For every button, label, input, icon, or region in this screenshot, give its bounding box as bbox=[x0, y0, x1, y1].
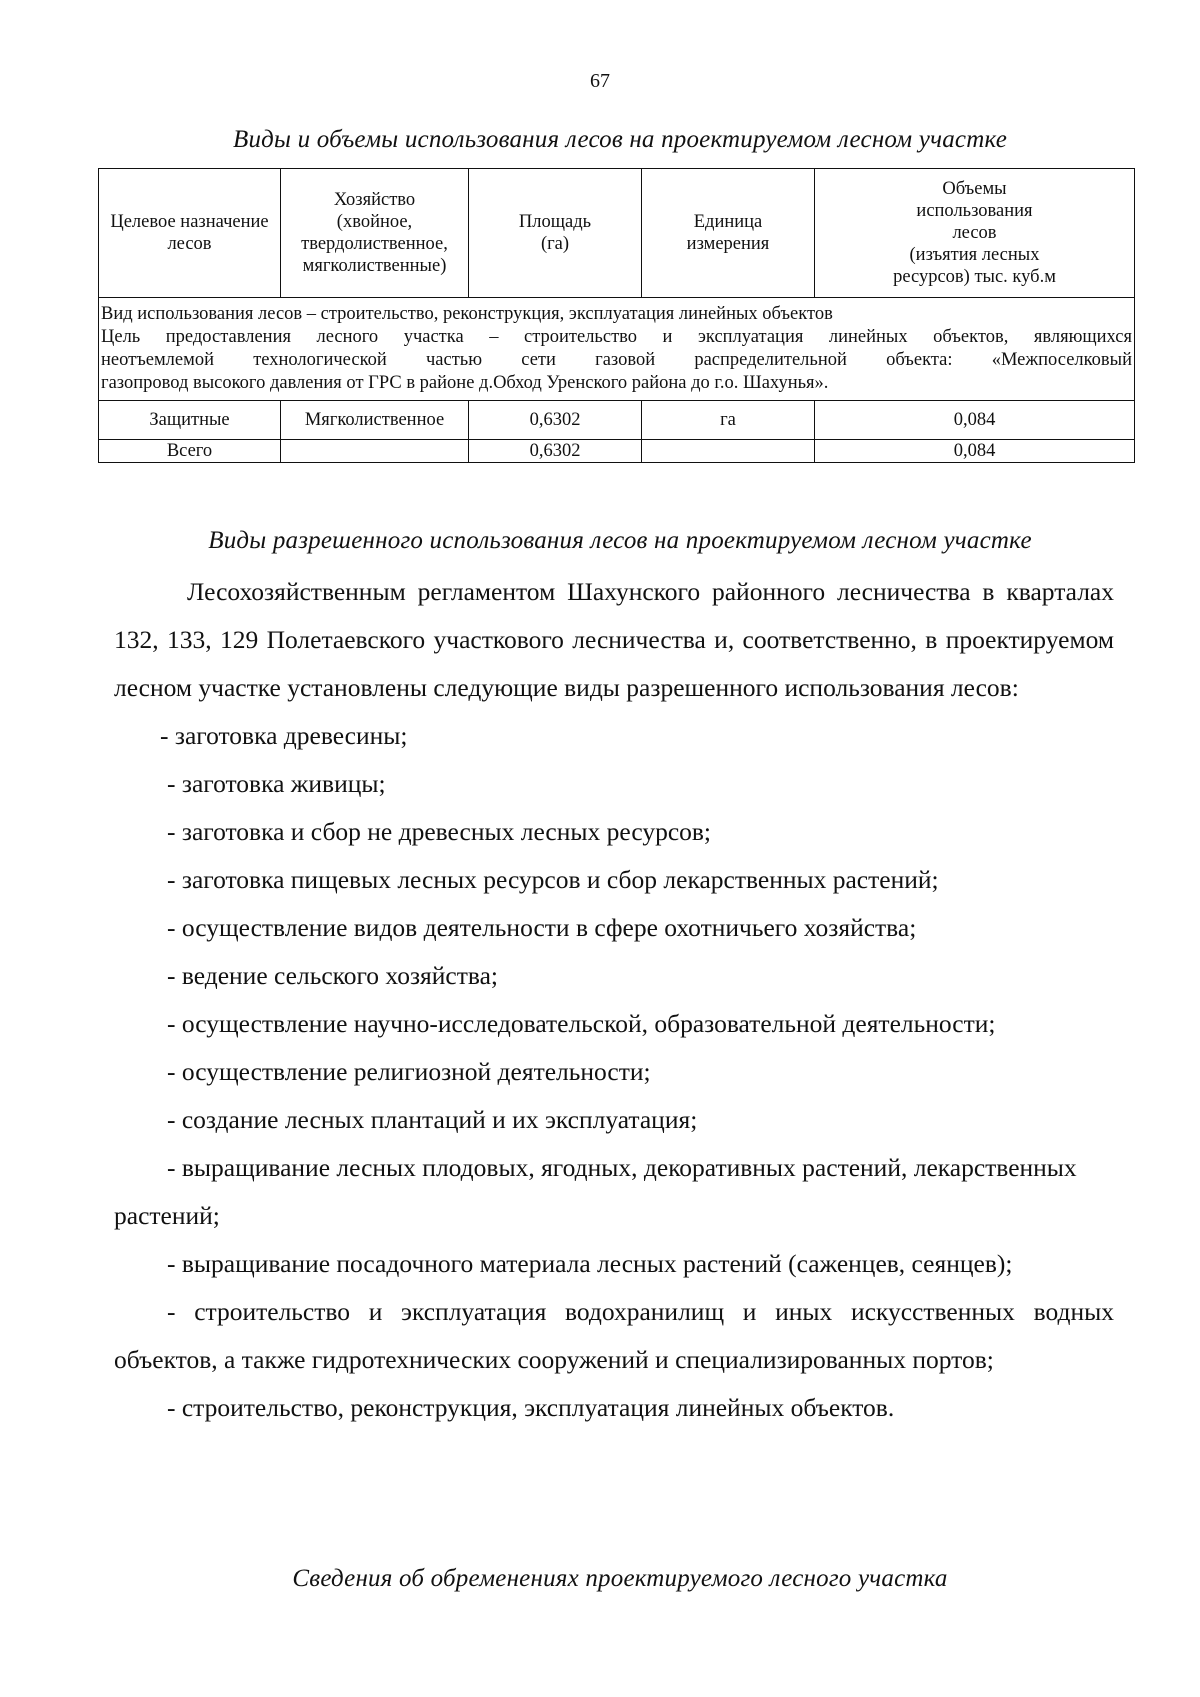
header-area-line: Площадь bbox=[518, 212, 592, 232]
header-purpose-line: лесов bbox=[167, 234, 212, 254]
header-economy-line: Хозяйство bbox=[333, 190, 416, 210]
use-type-text: Вид использования лесов – строительство, реконструкция, эксплуатация линейных объектов bbox=[101, 304, 833, 324]
table-row bbox=[99, 401, 1135, 440]
purpose-text-line: газопровод высокого давления от ГРС в районе д.Обход Уренского района до г.о. Шахунья». bbox=[101, 373, 829, 393]
cell-purpose: Защитные bbox=[99, 401, 281, 440]
header-volume-line: ресурсов) тыс. куб.м bbox=[893, 267, 1056, 287]
list-item: - заготовка и сбор не древесных лесных ресурсов; bbox=[167, 817, 712, 846]
header-volume-line: использования bbox=[916, 201, 1033, 221]
cell-unit bbox=[642, 440, 815, 463]
list-item: - выращивание лесных плодовых, ягодных, декоративных растений, лекарственных растений; bbox=[114, 1153, 1077, 1230]
list-item: - ведение сельского хозяйства; bbox=[167, 961, 498, 990]
header-purpose-line: Целевое назначение bbox=[110, 212, 269, 232]
cell-purpose: Всего bbox=[99, 440, 281, 463]
table-total-row bbox=[99, 440, 1135, 463]
header-volume-line: (изъятия лесных bbox=[909, 245, 1040, 265]
section-title-encumbrances: Сведения об обременениях проектируемого лесного участка bbox=[292, 1565, 948, 1592]
list-item: - выращивание посадочного материала лесных растений (саженцев, сеянцев); bbox=[167, 1249, 1013, 1278]
list-item: - осуществление видов деятельности в сфере охотничьего хозяйства; bbox=[167, 913, 917, 942]
purpose-text-line: Цель предоставления лесного участка – строительство и эксплуатация линейных объектов, являющихся bbox=[101, 327, 1132, 347]
cell-volume: 0,084 bbox=[815, 440, 1135, 463]
section-title-volumes: Виды и объемы использования лесов на проектируемом лесном участке bbox=[232, 126, 1008, 153]
header-volume-line: Объемы bbox=[942, 179, 1007, 199]
forest-use-volumes-table bbox=[98, 168, 1135, 463]
header-purpose bbox=[99, 169, 281, 298]
cell-volume: 0,084 bbox=[815, 401, 1135, 440]
purpose-description-cell bbox=[99, 298, 1135, 401]
list-item: - создание лесных плантаций и их эксплуатация; bbox=[167, 1105, 698, 1134]
header-unit-line: Единица bbox=[693, 212, 763, 232]
cell-economy: Мягколиственное bbox=[281, 401, 469, 440]
header-unit-line: измерения bbox=[686, 234, 770, 254]
header-economy-line: мягколиственные) bbox=[302, 256, 447, 276]
list-item: - строительство, реконструкция, эксплуатация линейных объектов. bbox=[167, 1393, 895, 1422]
list-item: - заготовка древесины; bbox=[160, 721, 408, 750]
header-area bbox=[469, 169, 642, 298]
page-number: 67 bbox=[590, 70, 610, 92]
header-volume-line: лесов bbox=[952, 223, 997, 243]
permitted-uses-body bbox=[114, 568, 1114, 1432]
purpose-text-line: неотъемлемой технологической частью сети газовой распределительной объекта: «Межпоселковый bbox=[101, 350, 1132, 370]
header-unit bbox=[642, 169, 815, 298]
list-item: - строительство и эксплуатация водохранилищ и иных искусственных водных объектов, а также гидротехнических сооружений и специализированных портов; bbox=[114, 1297, 1114, 1374]
table-header-row bbox=[99, 169, 1135, 298]
header-area-line: (га) bbox=[540, 234, 570, 254]
section-title-permitted-uses: Виды разрешенного использования лесов на проектируемом лесном участке bbox=[208, 527, 1032, 554]
list-item: - заготовка живицы; bbox=[167, 769, 386, 798]
list-item: - осуществление религиозной деятельности; bbox=[167, 1057, 651, 1086]
header-economy-line: (хвойное, bbox=[336, 212, 413, 232]
cell-economy bbox=[281, 440, 469, 463]
header-economy-line: твердолиственное, bbox=[301, 234, 448, 254]
cell-unit: га bbox=[642, 401, 815, 440]
cell-area: 0,6302 bbox=[469, 401, 642, 440]
cell-area: 0,6302 bbox=[469, 440, 642, 463]
header-volume bbox=[815, 169, 1135, 298]
table-purpose-row bbox=[99, 298, 1135, 401]
intro-paragraph: Лесохозяйственным регламентом Шахунского районного лесничества в кварталах 132, 133, 129 Полетаевского участкового лесничества и, соответственно, в проектируемом лесном участке установлены следующие виды разрешенного использования лесов: bbox=[114, 577, 1114, 702]
header-economy bbox=[281, 169, 469, 298]
list-item: - осуществление научно-исследовательской, образовательной деятельности; bbox=[167, 1009, 996, 1038]
list-item: - заготовка пищевых лесных ресурсов и сбор лекарственных растений; bbox=[167, 865, 939, 894]
